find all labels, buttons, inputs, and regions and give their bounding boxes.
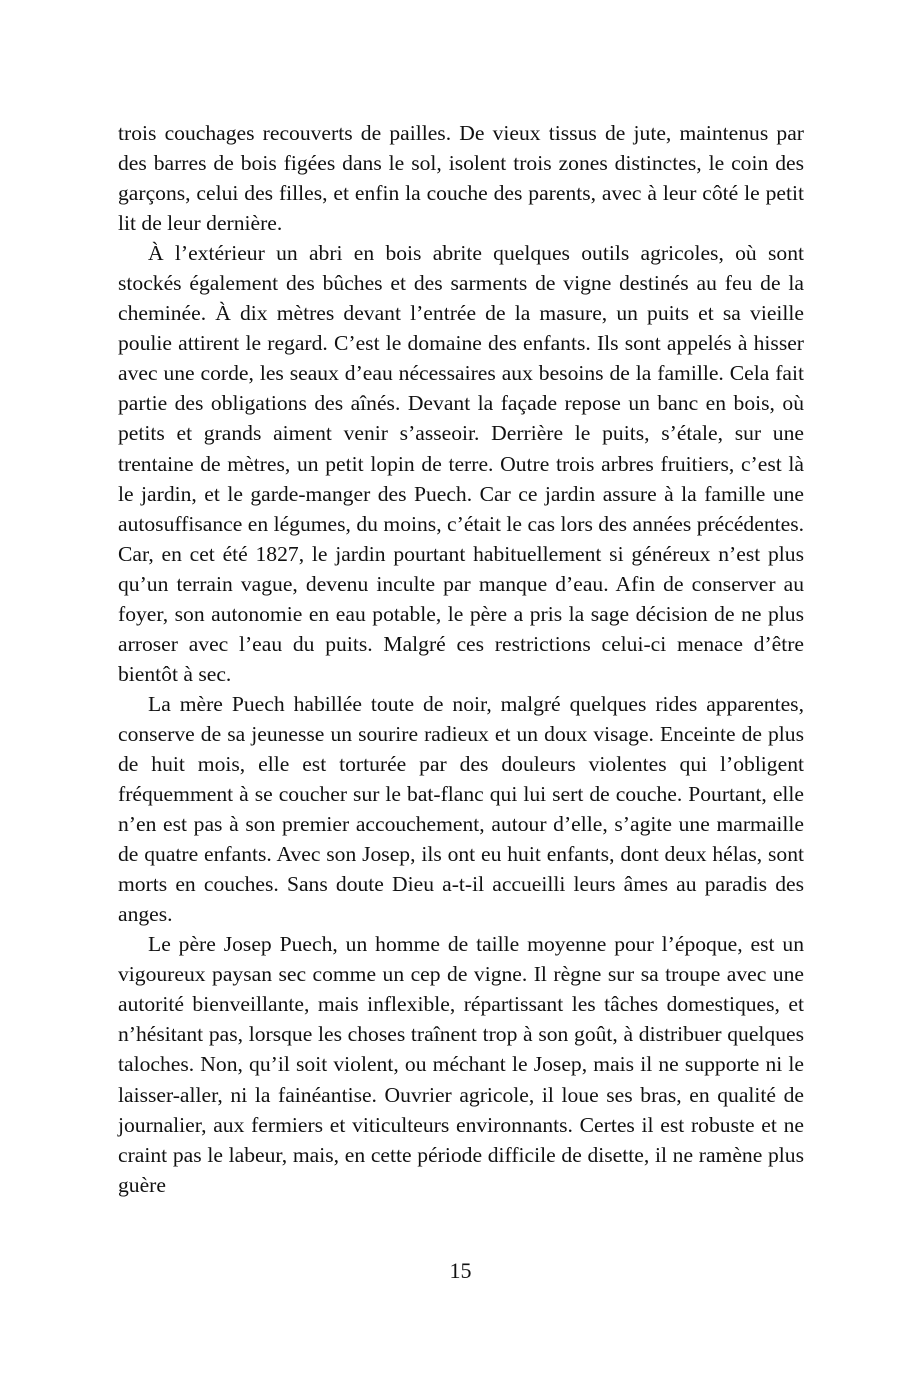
page-number: 15 bbox=[449, 1258, 472, 1283]
page-body bbox=[118, 118, 804, 1200]
paragraph-2: À l’extérieur un abri en bois abrite quelques outils agricoles, où sont stockés également des bûches et des sarments de vigne destinés au feu de la cheminée. À dix mètres devant l’entrée de la masure, un puits et sa vieille poulie attirent le regard. C’est le domaine des enfants. Ils sont appelés à hisser avec une corde, les seaux d’eau nécessaires aux besoins de la famille. Cela fait partie des obligations des aînés. Devant la façade repose un banc en bois, où petits et grands aiment venir s’asseoir. Derrière le puits, s’étale, sur une trentaine de mètres, un petit lopin de terre. Outre trois arbres fruitiers, c’est là le jardin, et le garde-manger des Puech. Car ce jardin assure à la famille une autosuffisance en légumes, du moins, c’était le cas lors des années précédentes. Car, en cet été 1827, le jardin pourtant habituellement si généreux n’est plus qu’un terrain vague, devenu inculte par manque d’eau. Afin de conserver au foyer, son autonomie en eau potable, le père a pris la sage décision de ne plus arroser avec l’eau du puits. Malgré ces restrictions celui-ci menace d’être bientôt à sec. bbox=[118, 241, 804, 686]
paragraph-3: La mère Puech habillée toute de noir, malgré quelques rides apparentes, conserve de sa jeunesse un sourire radieux et un doux visage. Enceinte de plus de huit mois, elle est torturée par des douleurs violentes qui l’obligent fréquemment à se coucher sur le bat-flanc qui lui sert de couche. Pourtant, elle n’en est pas à son premier accouchement, autour d’elle, s’agite une marmaille de quatre enfants. Avec son Josep, ils ont eu huit enfants, dont deux hélas, sont morts en couches. Sans doute Dieu a-t-il accueilli leurs âmes au paradis des anges. bbox=[118, 691, 804, 927]
paragraph-4: Le père Josep Puech, un homme de taille moyenne pour l’époque, est un vigoureux paysan sec comme un cep de vigne. Il règne sur sa troupe avec une autorité bienveillante, mais inflexible, répartissant les tâches domestiques, et n’hésitant pas, lorsque les choses traînent trop à son goût, à distribuer quelques taloches. Non, qu’il soit violent, ou méchant le Josep, mais il ne supporte ni le laisser-aller, ni la fainéantise. Ouvrier agricole, il loue ses bras, en qualité de journalier, aux fermiers et viticulteurs environnants. Certes il est robuste et ne craint pas le labeur, mais, en cette période difficile de disette, il ne ramène plus guère bbox=[118, 932, 804, 1197]
paragraph-1: trois couchages recouverts de pailles. De vieux tissus de jute, maintenus par des barres de bois figées dans le sol, isolent trois zones distinctes, le coin des garçons, celui des filles, et enfin la couche des parents, avec à leur côté le petit lit de leur dernière. bbox=[118, 121, 804, 236]
